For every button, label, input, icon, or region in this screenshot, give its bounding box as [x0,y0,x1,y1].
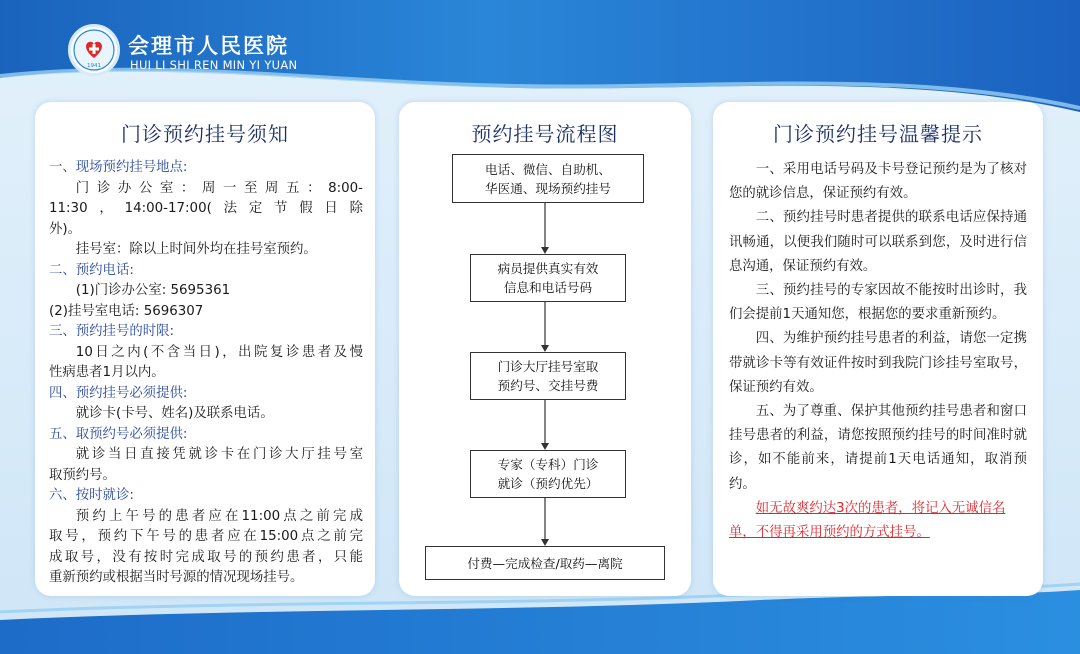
flowchart-panel [399,102,691,596]
flow-arrow-head [541,443,549,450]
hospital-name-en: HUI LI SHI REN MIN YI YUAN [130,58,298,72]
tip-paragraph: 一、采用电话号码及卡号登记预约是为了核对您的就诊信息，保证预约有效。 [729,162,1027,202]
flow-arrow-head [541,247,549,254]
notice-line: 就诊当日直接凭就诊卡在门诊大厅挂号室 [75,447,363,462]
hospital-logo [68,24,120,76]
notice-line: 预约上午号的患者应在11:00点之前完成 [75,508,363,524]
flow-step-text: 付费—完成检查/取药—离院 [467,555,623,571]
flow-step-1 [452,154,644,203]
notice-heading: 二、预约电话: [49,262,134,278]
notice-heading: 五、取预约号必须提供: [49,426,188,442]
notice-heading: 六、按时就诊: [49,488,134,503]
notice-list [49,158,363,589]
hospital-name-cn: 会理市人民医院 [128,34,289,58]
notice-title: 门诊预约挂号须知 [121,122,289,146]
notice-line: 性病患者1月以内。 [49,365,165,380]
notice-heading: 一、现场预约挂号地点: [49,160,188,175]
tip-paragraph: 四、为维护预约挂号患者的利益，请您一定携带就诊卡等有效证件按时到我院门诊挂号室取号，保证预约有效。 [729,331,1027,395]
notice-heading: 四、预约挂号必须提供: [49,385,188,401]
tip-paragraph: 三、预约挂号的专家因故不能按时出诊时，我们会提前1天通知您，根据您的要求重新预约。 [729,283,1027,323]
flow-step-text: 门诊大厅挂号室取 [497,359,599,374]
flow-arrow-head [541,539,549,546]
header [0,0,1080,90]
warning-text: 如无故爽约达3次的患者，将记入无诚信名单，不得再采用预约的方式挂号。 [729,500,1006,541]
notice-line: (1)门诊办公室: 5695361 [75,283,231,298]
flow-step-text: 预约号、交挂号费 [497,378,599,393]
notice-line: 11:30，14:00-17:00(法定节假日除 [49,201,363,216]
tip-paragraph: 五、为了尊重、保护其他预约挂号患者和窗口挂号患者的利益，请您按照预约挂号的时间准时就诊，如不能前来，请提前1天电话通知，取消预约。 [729,404,1027,492]
flow-step-5 [425,546,665,580]
flow-step-4 [470,450,626,498]
notice-line: 取预约号。 [49,467,116,483]
flow-step-3 [470,352,626,400]
notice-line: 重新预约或根据当时号源的情况现场挂号。 [49,570,304,585]
flow-step-text: 华医通、现场预约挂号 [485,180,611,196]
notice-line: 门诊办公室：周一至周五：8:00- [75,180,363,196]
notice-line: 挂号室：除以上时间外均在挂号室预约。 [75,242,317,257]
notice-panel [35,102,375,596]
flow-step-text: 信息和电话号码 [503,280,593,295]
notice-heading: 三、预约挂号的时限: [49,324,175,339]
notice-line: (2)挂号室电话: 5696307 [49,303,204,319]
notice-line: 就诊卡(卡号、姓名)及联系电话。 [75,406,274,421]
flowchart-title: 预约挂号流程图 [471,122,619,146]
flow-step-text: 病员提供真实有效 [497,261,599,276]
warning-notice [729,497,1027,545]
flow-step-text: 专家（专科）门诊 [497,457,599,472]
flow-step-2 [470,254,626,302]
notice-line: 成取号，没有按时完成取号的预约患者，只能 [49,549,363,565]
flow-arrow-head [541,345,549,352]
tips-panel [713,102,1043,596]
flow-step-text: 电话、微信、自助机、 [485,161,611,177]
svg-text:1941: 1941 [87,63,101,69]
flow-step-text: 就诊（预约优先） [497,476,599,491]
tips-list [729,158,1027,545]
notice-line: 外)。 [49,221,82,237]
notice-line: 取号，预约下午号的患者应在15:00点之前完 [49,529,363,544]
notice-line: 10日之内(不含当日)，出院复诊患者及慢 [75,344,363,360]
tip-paragraph: 二、预约挂号时患者提供的联系电话应保持通讯畅通，以便我们随时可以联系到您，及时进行信息沟通，保证预约有效。 [729,210,1027,274]
tips-title: 门诊预约挂号温馨提示 [773,122,983,146]
